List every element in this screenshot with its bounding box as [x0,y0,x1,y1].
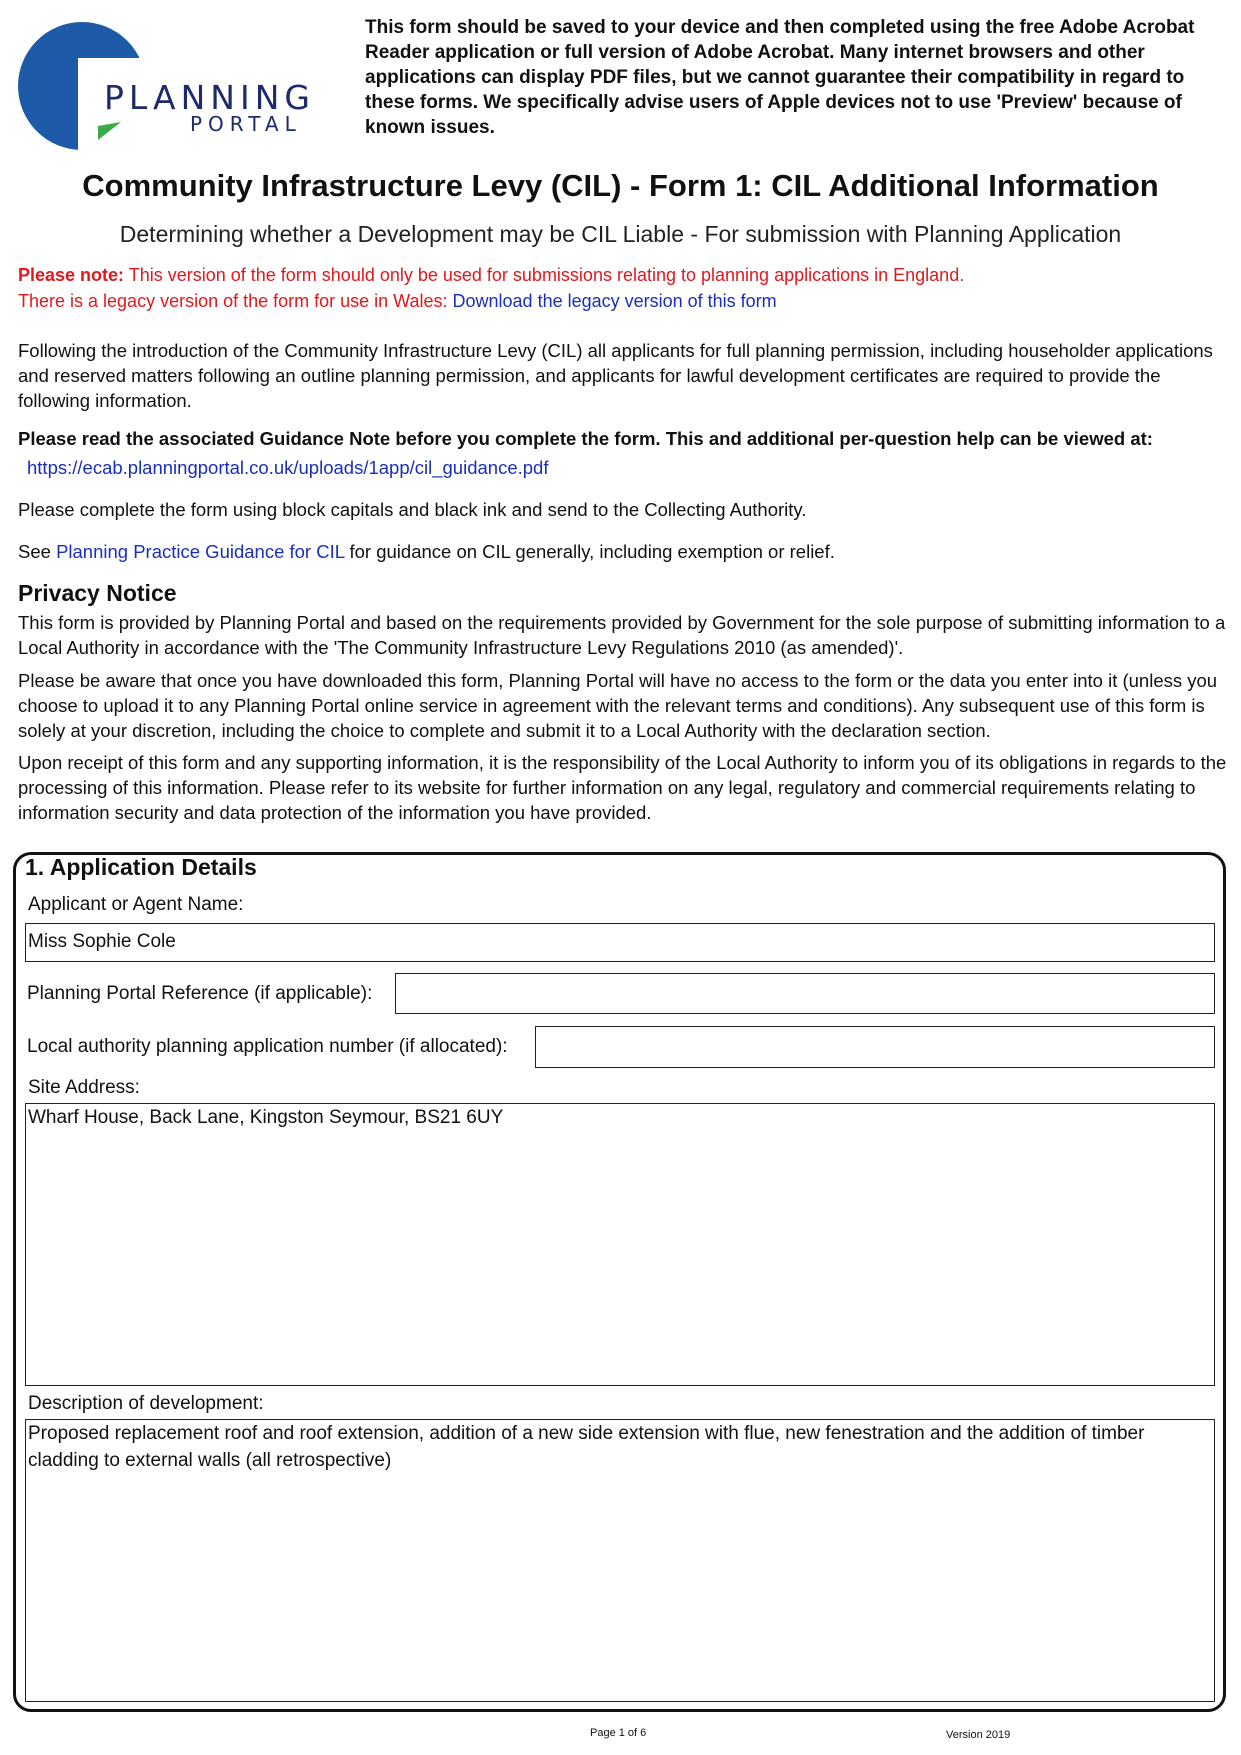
logo-text-planning: PLANNING [104,78,315,117]
description-field[interactable]: Proposed replacement roof and roof extension, addition of a new side extension with flue, new fenestration and the addition of timber cladding to external walls (all retrospective) [25,1419,1215,1702]
page-title: Community Infrastructure Levy (CIL) - Form 1: CIL Additional Information [82,168,1159,203]
legacy-form-link[interactable]: Download the legacy version of this form [452,291,777,311]
page-subtitle: Determining whether a Development may be CIL Liable - For submission with Planning Application [119,221,1122,247]
guidance-link[interactable]: https://ecab.planningportal.co.uk/uploads/1app/cil_guidance.pdf [27,457,549,478]
planning-portal-logo [18,18,318,156]
wales-text: There is a legacy version of the form for use in Wales: [18,291,453,311]
portal-reference-field[interactable] [395,973,1215,1014]
see-prefix: See [18,541,57,562]
acrobat-notice: This form should be saved to your device and then completed using the free Adobe Acrobat Reader application or full version of Adobe Acrobat. Many internet browsers and other applications can display PDF files, but we cannot guarantee their compatibility in regard to these forms. We specifically advise users of Apple devices not to use 'Preview' because of known issues. [365,17,1195,138]
la-number-label: Local authority planning application number (if allocated): [27,1036,508,1057]
description-label: Description of development: [28,1393,264,1414]
note-text: This version of the form should only be used for submissions relating to planning applications in England. [124,265,965,285]
version-label: Version 2019 [946,1729,1011,1741]
see-guidance [18,539,1228,564]
privacy-paragraph-1: This form is provided by Planning Portal and based on the requirements provided by Government for the sole purpose of submitting information to a Local Authority in accordance with the 'The Community Infrastructure Levy Regulations 2010 (as amended)'. [18,612,1226,658]
applicant-name-field[interactable]: Miss Sophie Cole [25,923,1215,962]
privacy-paragraph-2: Please be aware that once you have downloaded this form, Planning Portal will have no access to the form or the data you enter into it (unless you choose to upload it to any Planning Portal online service in agreement with the relevant terms and conditions). Any subsequent use of this form is solely at your discretion, including the choice to complete and submit it to a Local Authority with the declaration section. [18,670,1218,741]
applicant-label: Applicant or Agent Name: [28,894,244,915]
guidance-text: Please read the associated Guidance Note before you complete the form. This and additional per-question help can be viewed at: [18,428,1153,449]
la-application-number-field[interactable] [535,1026,1215,1068]
logo-text-portal: PORTAL [190,112,302,136]
portal-ref-label: Planning Portal Reference (if applicable): [27,983,373,1004]
see-suffix: for guidance on CIL generally, including exemption or relief. [344,541,835,562]
england-note [18,262,964,314]
intro-paragraph: Following the introduction of the Community Infrastructure Levy (CIL) all applicants for full planning permission, including householder applications and reserved matters following an outline planning permission, and applicants for lawful development certificates are required to provide the following information. [18,340,1213,411]
section-title: 1. Application Details [25,854,257,880]
privacy-heading: Privacy Notice [18,580,177,606]
site-address-label: Site Address: [28,1077,140,1098]
site-address-field[interactable]: Wharf House, Back Lane, Kingston Seymour, BS21 6UY [25,1103,1215,1386]
ppg-cil-link[interactable]: Planning Practice Guidance for CIL [56,541,345,562]
note-label: Please note: [18,265,125,285]
privacy-paragraph-3: Upon receipt of this form and any supporting information, it is the responsibility of the Local Authority to inform you of its obligations in regards to the processing of this information. Please refer to its website for further information on any legal, regulatory and commercial requirements relating to information security and data protection of the information you have provided. [18,752,1227,823]
page-number: Page 1 of 6 [590,1727,647,1739]
complete-instructions: Please complete the form using block capitals and black ink and send to the Collecting Authority. [18,499,807,520]
